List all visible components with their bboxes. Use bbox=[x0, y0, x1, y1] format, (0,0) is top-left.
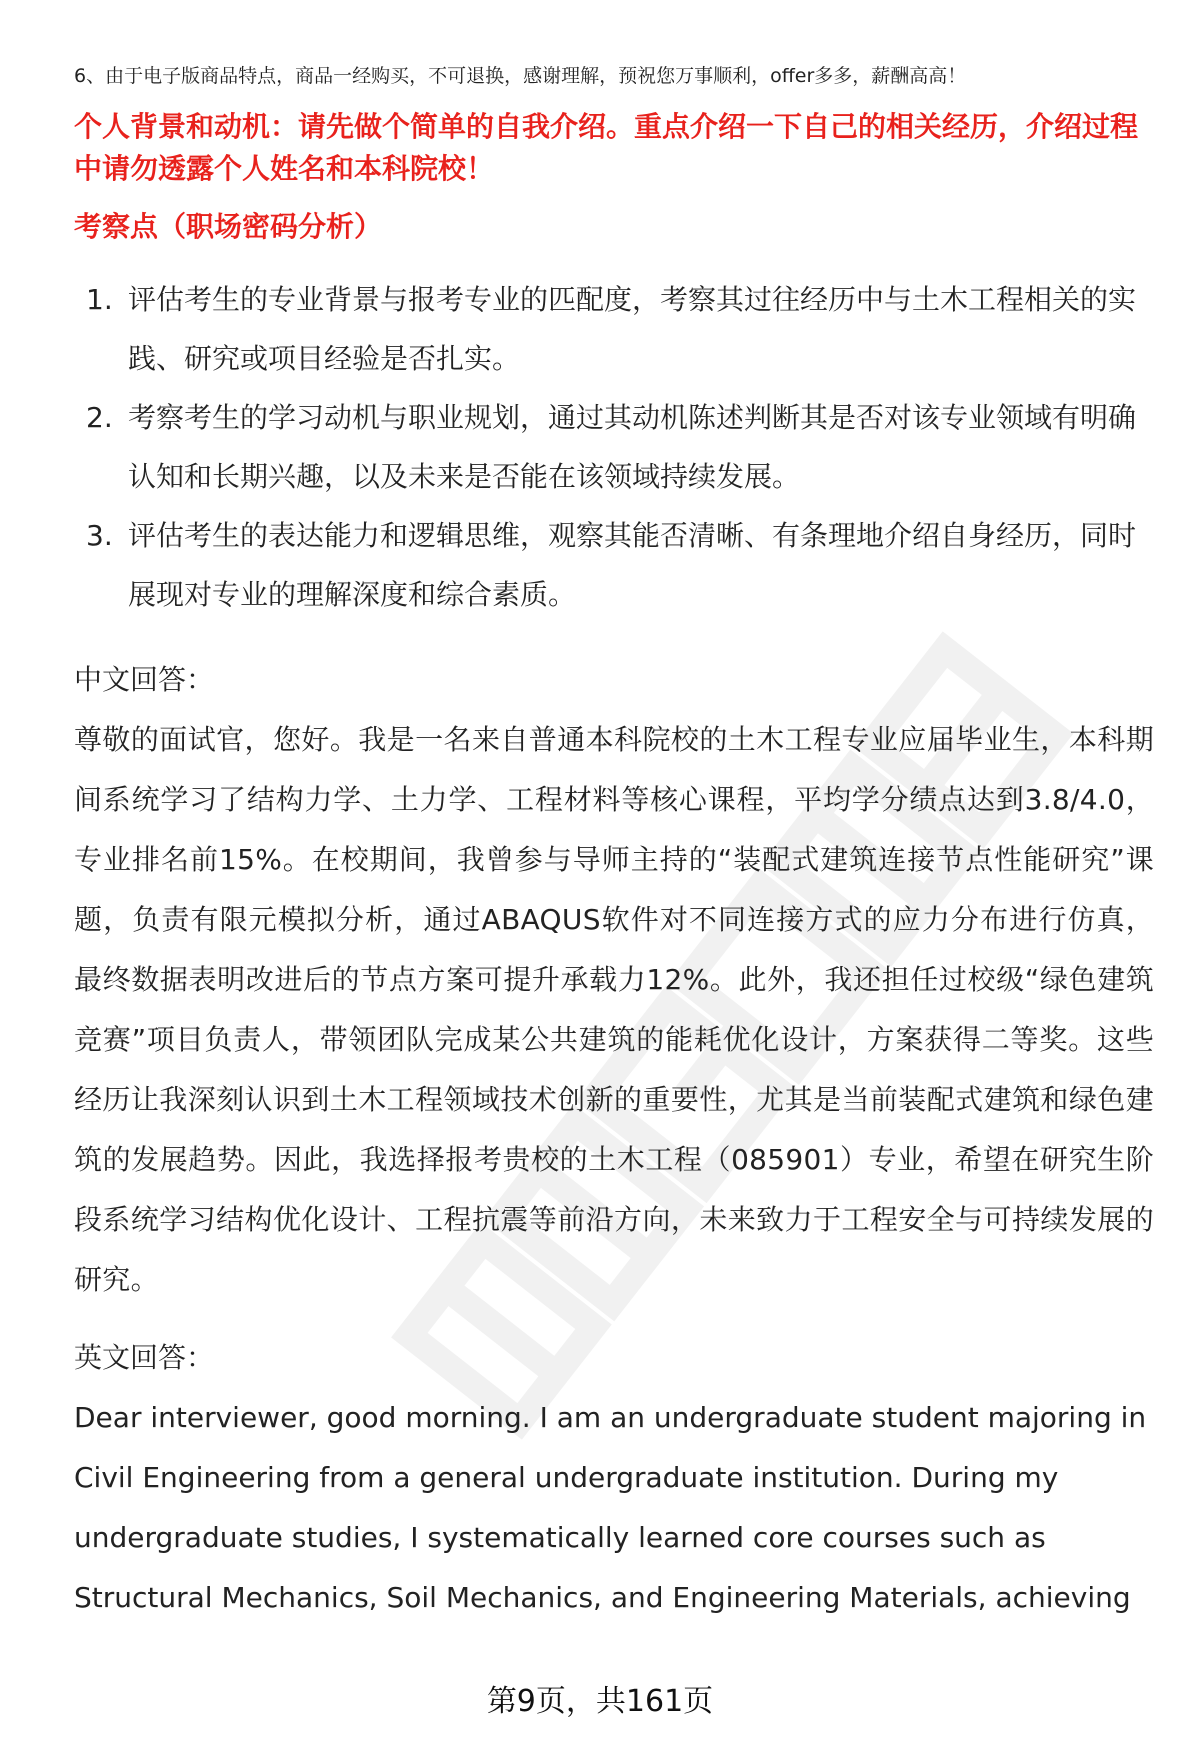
chinese-answer-text: 尊敬的面试官，您好。我是一名来自普通本科院校的土木工程专业应届毕业生，本科期间系统学习了结构力学、土力学、工程材料等核心课程，平均学分绩点达到3.8/4.0，专业排名前15%。在校期间，我曾参与导师主持的“装配式建筑连接节点性能研究”课题，负责有限元模拟分析，通过ABAQUS软件对不同连接方式的应力分布进行仿真，最终数据表明改进后的节点方案可提升承载力12%。此外，我还担任过校级“绿色建筑竞赛”项目负责人，带领团队完成某公共建筑的能耗优化设计，方案获得二等奖。这些经历让我深刻认识到土木工程领域技术创新的重要性，尤其是当前装配式建筑和绿色建筑的发展趋势。因此，我选择报考贵校的土木工程（085901）专业，希望在研究生阶段系统学习结构优化设计、工程抗震等前沿方向，未来致力于工程安全与可持续发展的研究。 bbox=[74, 723, 1154, 1296]
document-page bbox=[74, 60, 1154, 1628]
english-answer-text: Dear interviewer, good morning. I am an undergraduate student majoring in Civil Engineering from a general undergraduate institution. During my undergraduate studies, I systematically learned core courses such as Structural Mechanics, Soil Mechanics, and Engineering Materials, achieving bbox=[74, 1401, 1147, 1614]
points-title: 考察点（职场密码分析） bbox=[74, 210, 383, 243]
list-item-number: 3. bbox=[86, 519, 113, 552]
list-item-text: 评估考生的表达能力和逻辑思维，观察其能否清晰、有条理地介绍自身经历，同时展现对专业的理解深度和综合素质。 bbox=[128, 519, 1137, 611]
page-number-footer: 第9页，共161页 bbox=[486, 1684, 714, 1719]
list-item bbox=[74, 388, 1154, 506]
question-heading: 个人背景和动机：请先做个简单的自我介绍。重点介绍一下自己的相关经历，介绍过程中请勿透露个人姓名和本科院校！ bbox=[74, 110, 1139, 185]
list-item bbox=[74, 506, 1154, 624]
assessment-points-list bbox=[74, 270, 1154, 624]
english-answer-label: 英文回答： bbox=[74, 1341, 215, 1374]
list-item-text: 评估考生的专业背景与报考专业的匹配度，考察其过往经历中与土木工程相关的实践、研究或项目经验是否扎实。 bbox=[128, 283, 1137, 375]
chinese-answer-label: 中文回答： bbox=[74, 663, 215, 696]
list-item-number: 2. bbox=[86, 401, 113, 434]
list-item-number: 1. bbox=[86, 283, 113, 316]
list-item bbox=[74, 270, 1154, 388]
purchase-note: 6、由于电子版商品特点，商品一经购买，不可退换，感谢理解，预祝您万事顺利，offer多多，薪酬高高！ bbox=[74, 65, 967, 87]
list-item-text: 考察考生的学习动机与职业规划，通过其动机陈述判断其是否对该专业领域有明确认知和长期兴趣，以及未来是否能在该领域持续发展。 bbox=[128, 401, 1137, 493]
